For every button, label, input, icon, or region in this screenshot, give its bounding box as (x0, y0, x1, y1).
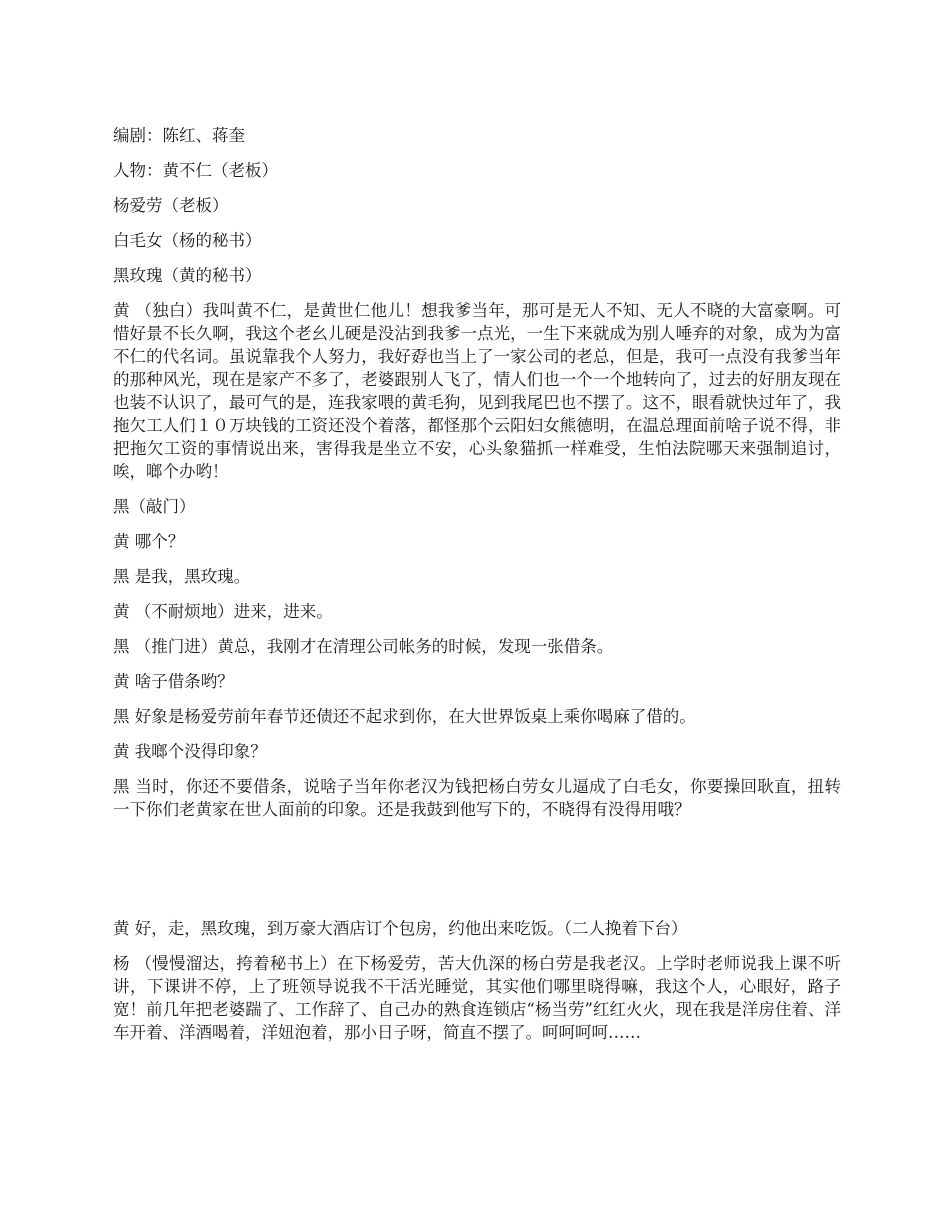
dialogue-line: 黑 当时，你还不要借条，说啥子当年你老汉为钱把杨白劳女儿逼成了白毛女，你要操回耿直，扭转一下你们老黄家在世人面前的印象。还是我鼓到他写下的，不晓得有没得用哦？ (113, 777, 841, 819)
dialogue-line: 黑 是我，黑玫瑰。 (113, 567, 251, 586)
monologue-paragraph: 黄 （独白）我叫黄不仁，是黄世仁他儿！想我爹当年，那可是无人不知、无人不晓的大富豪啊。可惜好景不长久啊，我这个老幺儿硬是没沾到我爹一点光，一生下来就成为别人唾弃的对象，成为为富不仁的代名词。虽说靠我个人努力，我好孬也当上了一家公司的老总，但是，我可一点没有我爹当年的那种风光，现在是家产不多了，老婆跟别人飞了，情人们也一个一个地转向了，过去的好朋友现在也装不认识了，最可气的是，连我家喂的黄毛狗，见到我尾巴也不摆了。这不，眼看就快过年了，我拖欠工人们１０万块钱的工资还没个着落，都怪那个云阳妇女熊德明，在温总理面前啥子说不得，非把拖欠工资的事情说出来，害得我是坐立不安，心头象猫抓一样难受，生怕法院哪天来强制追讨，唉，啷个办哟！ (113, 301, 841, 481)
cast-member: 杨爱劳（老板） (113, 196, 229, 215)
dialogue-line: 黄 我啷个没得印象？ (113, 742, 267, 761)
dialogue-line: 黑 （推门进）黄总，我刚才在清理公司帐务的时候，发现一张借条。 (113, 637, 614, 656)
dialogue-line: 黄 哪个？ (113, 532, 185, 551)
dialogue-line: 黄 好，走，黑玫瑰，到万豪大酒店订个包房，约他出来吃饭。（二人挽着下台） (113, 919, 688, 938)
writers-credit: 编剧：陈红、蒋奎 (113, 126, 245, 145)
dialogue-line: 黄 啥子借条哟？ (113, 672, 234, 691)
cast-member: 黑玫瑰（黄的秘书） (113, 266, 262, 285)
script-document (113, 124, 841, 1056)
blank-gap (113, 833, 841, 917)
monologue-paragraph: 杨 （慢慢溜达，挎着秘书上）在下杨爱劳，苦大仇深的杨白劳是我老汉。上学时老师说我上课不听讲，下课讲不停，上了班领导说我不干活光睡觉，其实他们哪里晓得嘛，我这个人，心眼好，路子宽！前几年把老婆踹了、工作辞了、自己办的熟食连锁店“杨当劳”红红火火，现在我是洋房住着、洋车开着、洋酒喝着，洋妞泡着，那小日子呀，简直不摆了。呵呵呵呵…… (113, 954, 841, 1042)
dialogue-line: 黑 好象是杨爱劳前年春节还债还不起求到你，在大世界饭桌上乘你喝麻了借的。 (113, 707, 696, 726)
dialogue-line: 黑（敲门） (113, 497, 196, 516)
dialogue-line: 黄 （不耐烦地）进来，进来。 (113, 602, 333, 621)
cast-member: 白毛女（杨的秘书） (113, 231, 262, 250)
cast-heading: 人物：黄不仁（老板） (113, 161, 278, 180)
